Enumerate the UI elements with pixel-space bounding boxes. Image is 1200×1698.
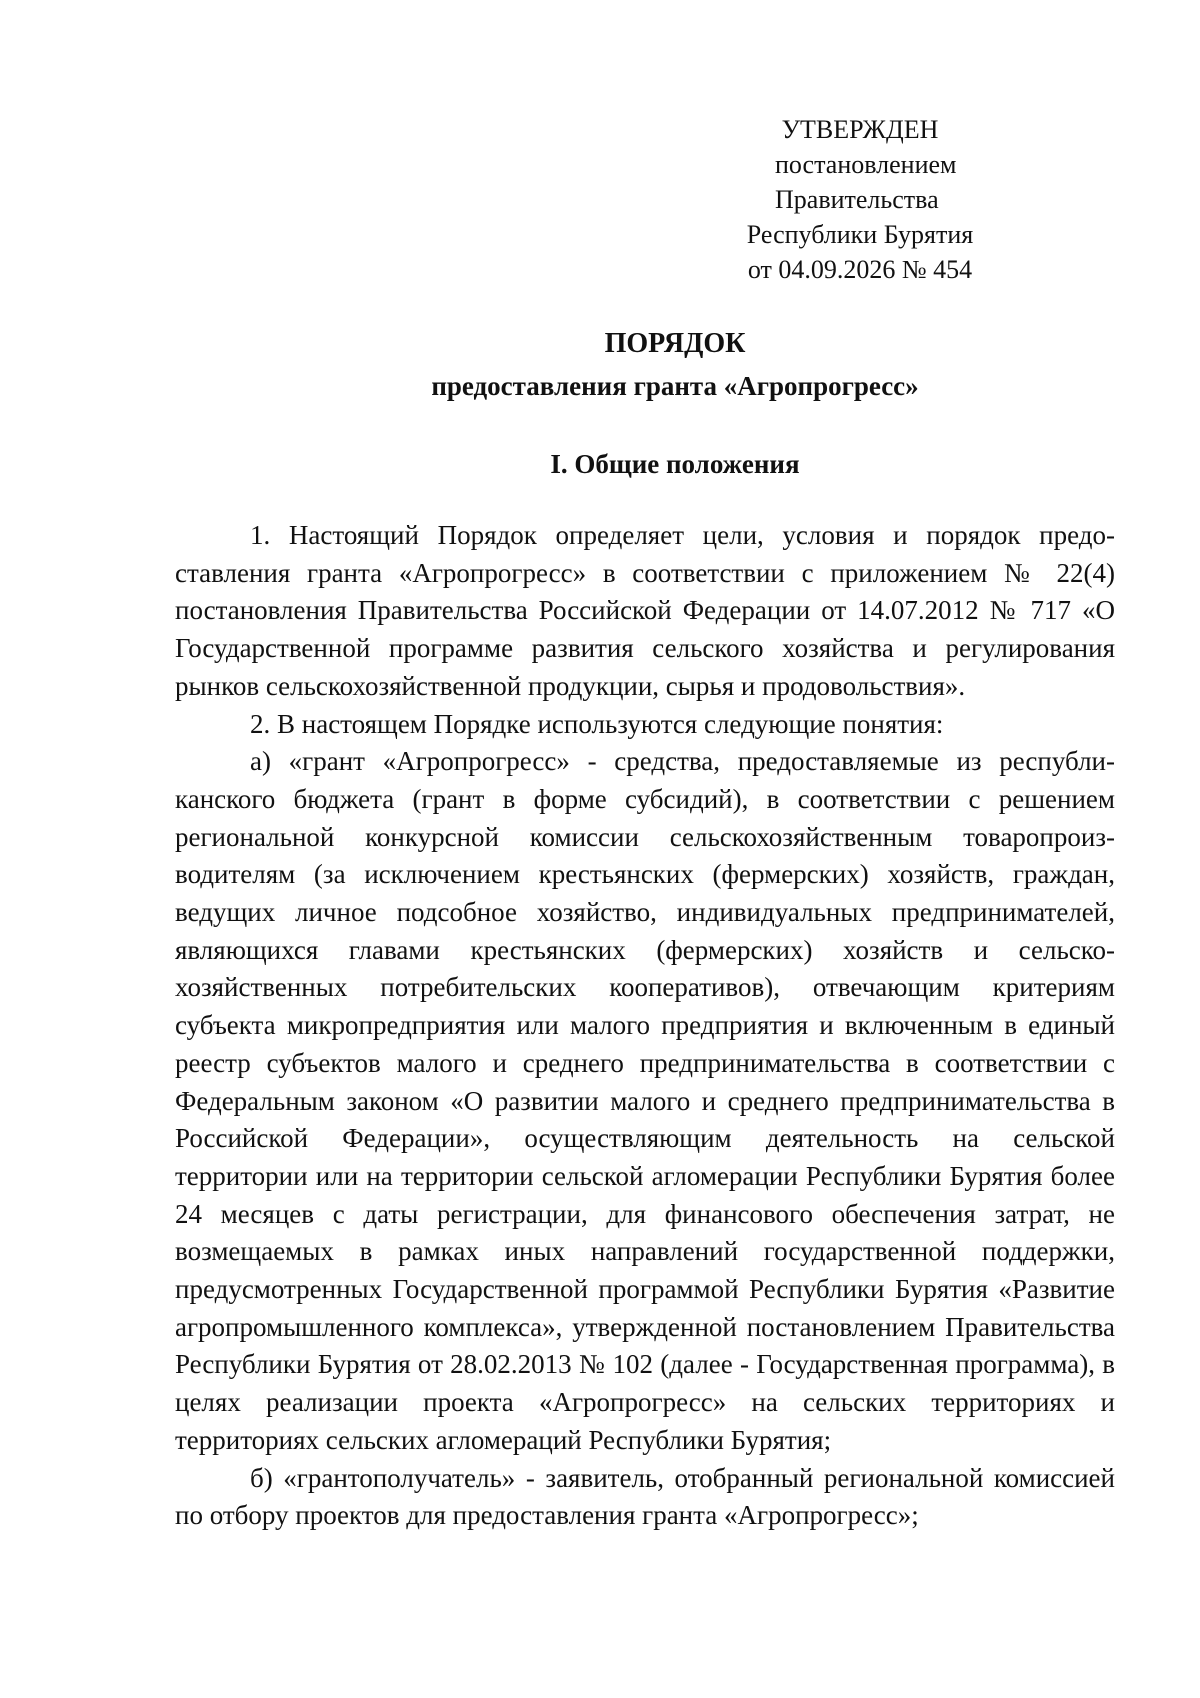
approval-title: УТВЕРЖДЕН [781, 115, 939, 144]
approval-issuer: постановлением Правительства [775, 150, 957, 214]
approval-date-number: от 04.09.2026 № 454 [747, 255, 973, 284]
paragraph: а) «грант «Агропрогресс» - средства, предоставляемые из республиканского бюджета (грант в форме субсидий), в соответствии с решением региональной конкурсной комиссии сельскохозяйственным товаропроизводителям (за исключением крестьянских (фермерских) хозяйств, граждан, ведущих личное подсобное хозяйство, индивидуальных предпринимателей, являющихся главами крестьянских (фермерских) хозяйств и сельскохозяйственных потребительских кооперативов), отвечающим критериям субъекта микропредприятия или малого предприятия и включенным в единый реестр субъектов малого и среднего предпринимательства в соответствии с Федеральным законом «О развитии малого и среднего предпринимательства в Российской Федерации», осуществляющим деятельность на сельской территории или на территории сельской агломерации Республики Бурятия более 24 месяцев с даты регистрации, для финансового обеспечения затрат, не возмещаемых в рамках иных направлений государственной поддержки, предусмотренных Государственной программой Республики Бурятия «Развитие агропромышленного комплекса», утвержденной постановлением Правительства Республики Бурятия от 28.02.2013 № 102 (далее - Государственная программа), в целях реализации проекта «Агропрогресс» на сельских территориях и территориях сельских агломераций Республики Бурятия; [175, 746, 1115, 1455]
document-title: ПОРЯДОК [604, 328, 746, 359]
paragraph: 2. В настоящем Порядке используются следующие понятия: [250, 708, 944, 739]
section-title: I. Общие положения [550, 449, 800, 479]
approval-stamp-block [700, 112, 1120, 287]
document-subtitle: предоставления гранта «Агропрогресс» [431, 371, 919, 401]
document-body [175, 517, 1115, 1535]
paragraph: б) «грантополучатель» - заявитель, отобранный региональной комиссией по отбору проектов для предоставления гранта «Агропрогресс»; [175, 1462, 1115, 1531]
approval-region: Республики Бурятия [746, 220, 974, 249]
paragraph: 1. Настоящий Порядок определяет цели, условия и порядок предоставления гранта «Агропрогресс» в соответствии с приложением № 22(4) постановления Правительства Российской Федерации от 14.07.2012 № 717 «О Государственной программе развития сельского хозяйства и регулирования рынков сельскохозяйственной продукции, сырья и продовольствия». [175, 520, 1115, 701]
